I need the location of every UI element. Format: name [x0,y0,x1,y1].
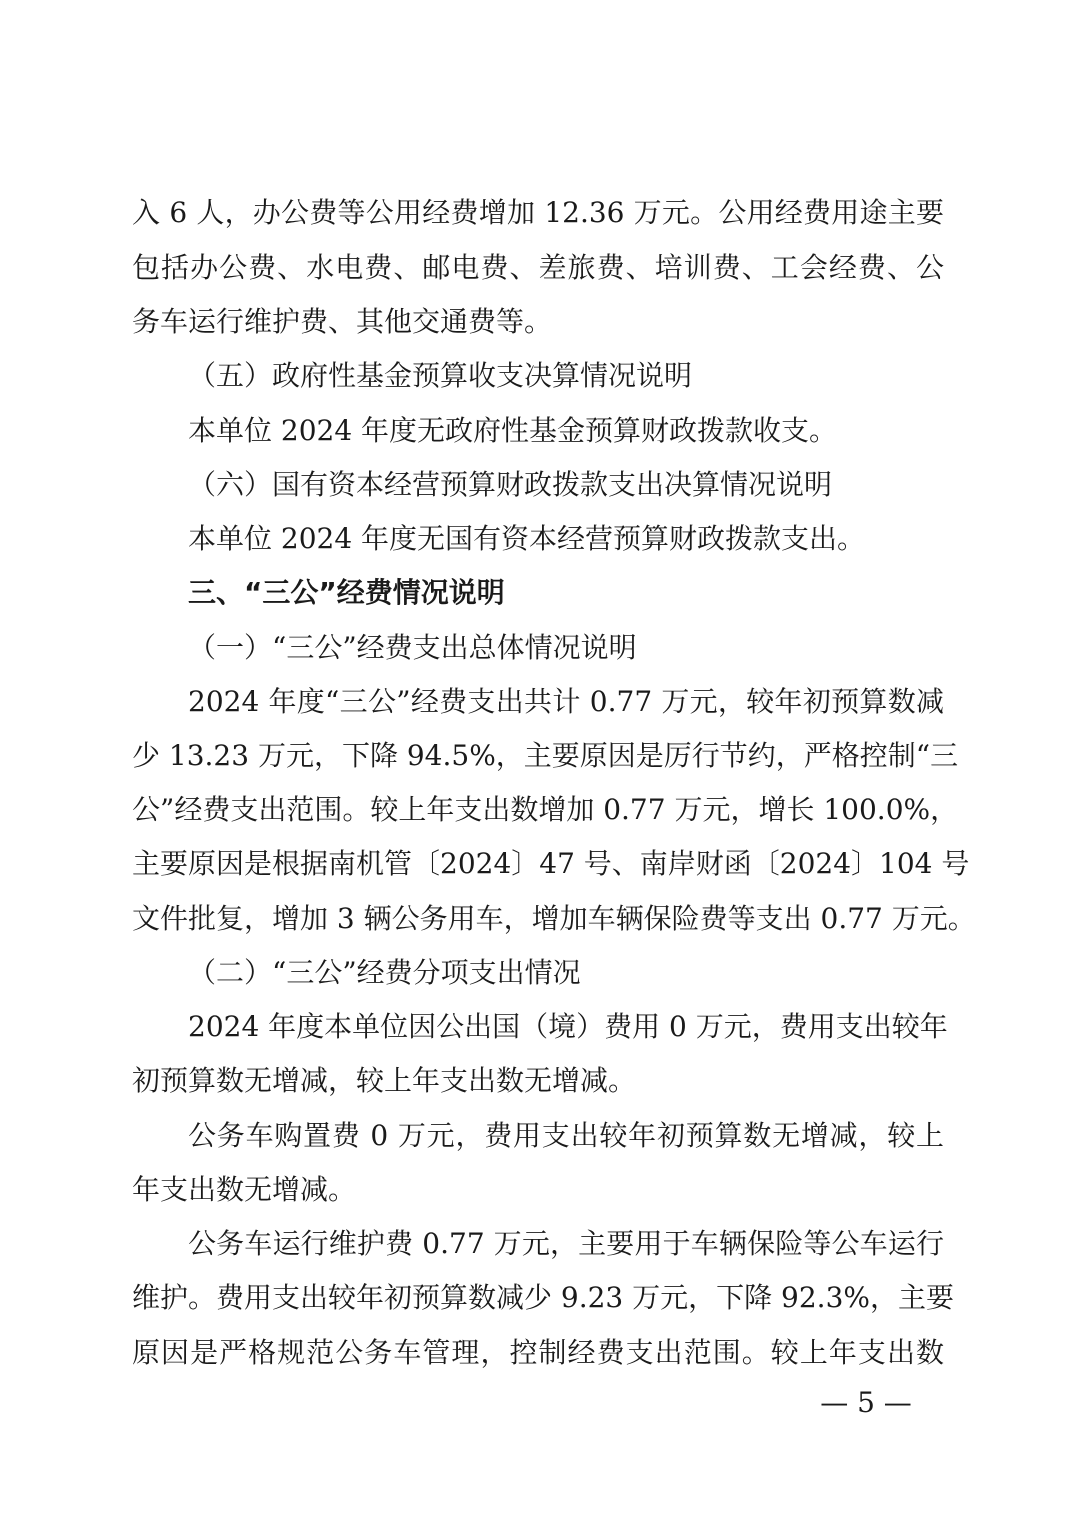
subsection-heading-five: （五）政府性基金预算收支决算情况说明 [188,359,693,392]
body-text-line: 维护。费用支出较年初预算数减少 9.23 万元，下降 92.3%，主要 [132,1281,954,1314]
body-text-line: 公”经费支出范围。较上年支出数增加 0.77 万元，增长 100.0%， [132,793,959,826]
body-text-line: 原因是严格规范公务车管理，控制经费支出范围。较上年支出数 [132,1336,944,1369]
body-text-line: 少 13.23 万元，下降 94.5%，主要原因是厉行节约，严格控制“三 [132,739,959,772]
page-number: — 5 — [820,1386,912,1419]
body-text-line: 务车运行维护费、其他交通费等。 [132,305,553,338]
subsection-heading-two: （二）“三公”经费分项支出情况 [188,956,581,989]
body-text-line: 2024 年度本单位因公出国（境）费用 0 万元，费用支出较年 [188,1010,948,1043]
body-text-line: 本单位 2024 年度无国有资本经营预算财政拨款支出。 [188,522,866,555]
body-text-line: 年支出数无增减。 [132,1173,357,1206]
body-text-line: 主要原因是根据南机管〔2024〕47 号、南岸财函〔2024〕104 号 [132,847,970,880]
body-text-line: 公务车购置费 0 万元，费用支出较年初预算数无增减，较上 [188,1119,944,1152]
body-text-line: 本单位 2024 年度无政府性基金预算财政拨款收支。 [188,414,838,447]
subsection-heading-one: （一）“三公”经费支出总体情况说明 [188,631,637,664]
section-heading-three: 三、“三公”经费情况说明 [188,576,505,609]
body-text-line: 2024 年度“三公”经费支出共计 0.77 万元，较年初预算数减 [188,685,944,718]
body-text-line: 包括办公费、水电费、邮电费、差旅费、培训费、工会经费、公 [132,251,944,284]
body-text-line: 公务车运行维护费 0.77 万元，主要用于车辆保险等公车运行 [188,1227,944,1260]
subsection-heading-six: （六）国有资本经营预算财政拨款支出决算情况说明 [188,468,833,501]
body-text-line: 入 6 人，办公费等公用经费增加 12.36 万元。公用经费用途主要 [132,196,944,229]
body-text-line: 初预算数无增减，较上年支出数无增减。 [132,1064,637,1097]
body-text-line: 文件批复，增加 3 辆公务用车，增加车辆保险费等支出 0.77 万元。 [132,902,976,935]
